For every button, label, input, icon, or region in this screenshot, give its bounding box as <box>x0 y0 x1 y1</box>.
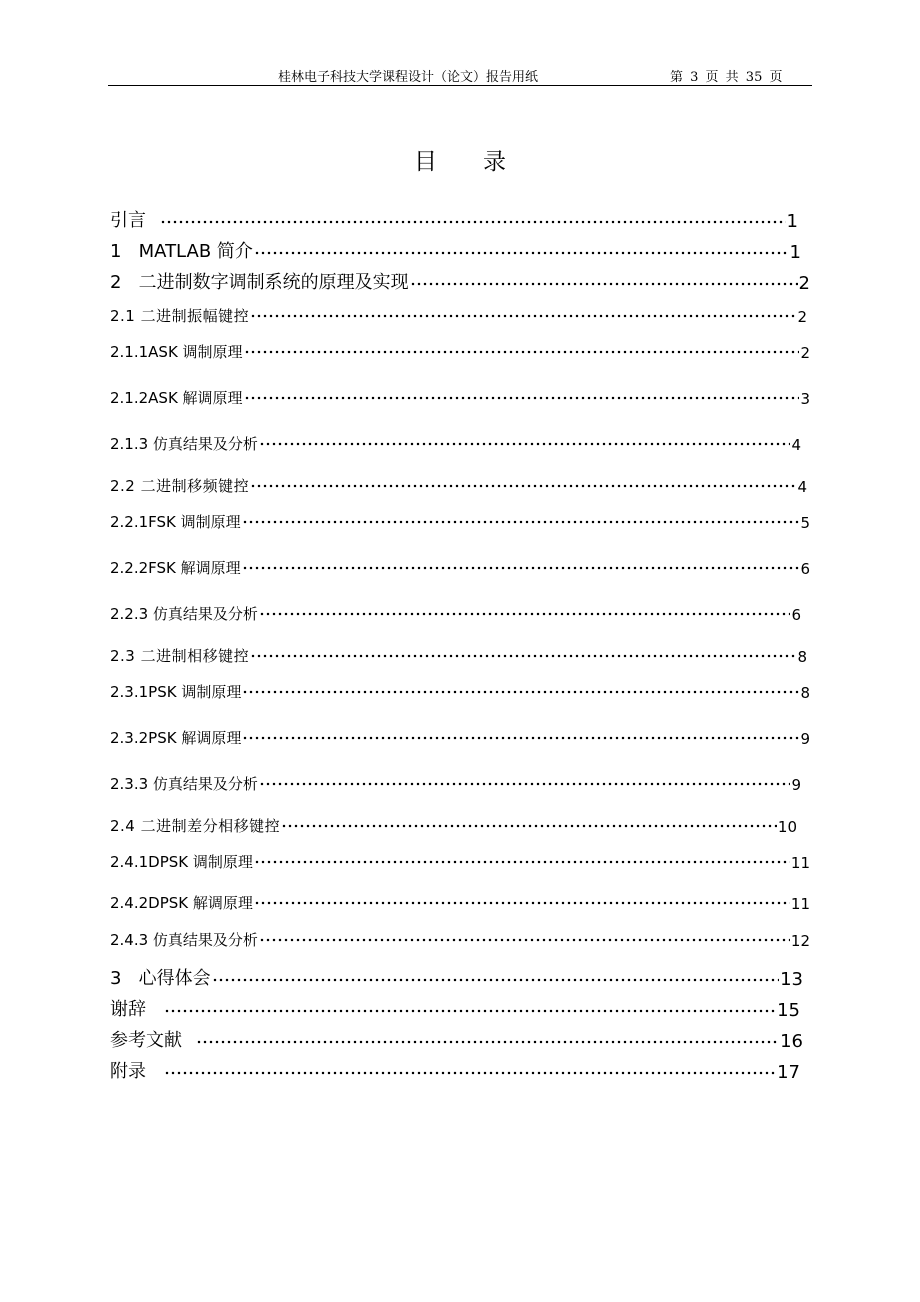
toc-leader <box>242 685 799 699</box>
toc-leader <box>242 515 800 529</box>
toc-entry-2-2[interactable] <box>110 472 807 496</box>
toc-leader <box>250 479 796 493</box>
toc-entry-label: 谢辞 <box>110 999 146 1020</box>
toc-leader <box>164 1066 776 1080</box>
toc-title: 目录 <box>414 149 552 175</box>
toc-entry-2-4-3[interactable] <box>110 926 810 950</box>
toc-entry-page: 12 <box>790 932 810 950</box>
toc-entry-label: 2.2.2FSK 解调原理 <box>110 559 241 577</box>
toc-entry-2-1-3[interactable] <box>110 430 801 454</box>
toc-entry-intro[interactable] <box>110 208 798 232</box>
toc-entry-appendix[interactable] <box>110 1059 800 1083</box>
toc-entry-label: 2.3.2PSK 解调原理 <box>110 729 242 747</box>
toc-entry-page: 9 <box>791 776 801 794</box>
toc-entry-2-4[interactable] <box>110 812 797 836</box>
toc-leader <box>281 819 777 833</box>
toc-entry-label: 2.4.3 仿真结果及分析 <box>110 931 258 949</box>
header-page-info: 第 3 页 共 35 页 <box>670 70 783 85</box>
toc-entry-2-1-1[interactable] <box>110 338 810 362</box>
toc-entry-label: 2.2 二进制移频键控 <box>110 477 250 495</box>
toc-entry-label: 2.2.1FSK 调制原理 <box>110 513 241 531</box>
toc-entry-label: 2 二进制数字调制系统的原理及实现 <box>110 272 409 293</box>
toc-entry-label: 2.4.2DPSK 解调原理 <box>110 894 253 912</box>
toc-entry-page: 13 <box>780 969 803 990</box>
toc-entry-2-2-3[interactable] <box>110 600 801 624</box>
toc-entry-page: 3 <box>800 390 810 408</box>
toc-leader <box>196 1035 779 1049</box>
toc-leader <box>254 896 790 910</box>
toc-entry-label: 2.1.3 仿真结果及分析 <box>110 435 258 453</box>
toc-entry-2-1[interactable] <box>110 302 807 326</box>
toc-entry-label: 2.2.3 仿真结果及分析 <box>110 605 258 623</box>
toc-entry-2-2-2[interactable] <box>110 554 810 578</box>
header-title: 桂林电子科技大学课程设计（论文）报告用纸 <box>278 70 539 85</box>
toc-leader <box>254 855 790 869</box>
toc-entry-page: 5 <box>800 514 810 532</box>
toc-entry-label: 2.3.1PSK 调制原理 <box>110 683 242 701</box>
toc-entry-thanks[interactable] <box>110 997 800 1021</box>
toc-entry-label: 2.1.1ASK 调制原理 <box>110 343 243 361</box>
toc-entry-page: 2 <box>798 273 810 294</box>
toc-entry-label: 1 MATLAB 简介 <box>110 241 253 262</box>
toc-entry-page: 1 <box>786 211 798 232</box>
toc-entry-2-3-1[interactable] <box>110 678 810 702</box>
toc-leader <box>259 607 791 621</box>
toc-entry-page: 4 <box>791 436 801 454</box>
toc-entry-label: 附录 <box>110 1061 146 1082</box>
toc-leader <box>250 309 796 323</box>
toc-entry-page: 17 <box>777 1062 800 1083</box>
toc-entry-label: 2.3 二进制相移键控 <box>110 647 250 665</box>
toc-entry-references[interactable] <box>110 1028 803 1052</box>
toc-entry-label: 2.1.2ASK 解调原理 <box>110 389 243 407</box>
toc-entry-label: 2.1 二进制振幅键控 <box>110 307 250 325</box>
toc-entry-page: 11 <box>790 854 810 872</box>
toc-leader <box>244 391 800 405</box>
toc-leader <box>160 215 786 229</box>
toc-entry-label: 2.4 二进制差分相移键控 <box>110 817 281 835</box>
toc-entry-2-1-2[interactable] <box>110 384 810 408</box>
toc-entry-2-2-1[interactable] <box>110 508 810 532</box>
toc-entry-label: 参考文献 <box>110 1030 182 1051</box>
toc-entry-2-4-1[interactable] <box>110 848 810 872</box>
toc-entry-2-3-2[interactable] <box>110 724 810 748</box>
toc-entry-label: 2.4.1DPSK 调制原理 <box>110 853 253 871</box>
toc-entry-page: 10 <box>777 818 797 836</box>
toc-entry-page: 9 <box>800 730 810 748</box>
toc-entry-2-3[interactable] <box>110 642 807 666</box>
toc-entry-2-4-2[interactable] <box>110 889 810 913</box>
toc-entry-page: 16 <box>780 1031 803 1052</box>
toc-entry-label: 引言 <box>110 210 146 231</box>
toc-leader <box>259 933 790 947</box>
toc-entry-label: 2.3.3 仿真结果及分析 <box>110 775 258 793</box>
toc-entry-label: 3 心得体会 <box>110 968 211 989</box>
toc-leader <box>254 246 789 260</box>
toc-entry-ch3[interactable] <box>110 966 803 990</box>
toc-entry-page: 1 <box>789 242 801 263</box>
toc-entry-page: 6 <box>791 606 801 624</box>
toc-entry-page: 15 <box>777 1000 800 1021</box>
header-rule <box>108 85 812 86</box>
toc-entry-2-3-3[interactable] <box>110 770 801 794</box>
toc-leader <box>250 649 796 663</box>
toc-leader <box>212 973 779 987</box>
toc-entry-ch1[interactable] <box>110 239 801 263</box>
toc-leader <box>410 277 798 291</box>
toc-leader <box>164 1004 776 1018</box>
toc-leader <box>259 777 791 791</box>
toc-leader <box>259 437 791 451</box>
toc-entry-page: 6 <box>800 560 810 578</box>
toc-entry-page: 4 <box>797 478 807 496</box>
toc-entry-ch2[interactable] <box>110 270 810 294</box>
toc-entry-page: 8 <box>797 648 807 666</box>
toc-entry-page: 8 <box>800 684 810 702</box>
toc-leader <box>242 561 800 575</box>
toc-entry-page: 2 <box>800 344 810 362</box>
toc-leader <box>242 731 799 745</box>
toc-leader <box>244 345 800 359</box>
toc-entry-page: 2 <box>797 308 807 326</box>
toc-entry-page: 11 <box>790 895 810 913</box>
